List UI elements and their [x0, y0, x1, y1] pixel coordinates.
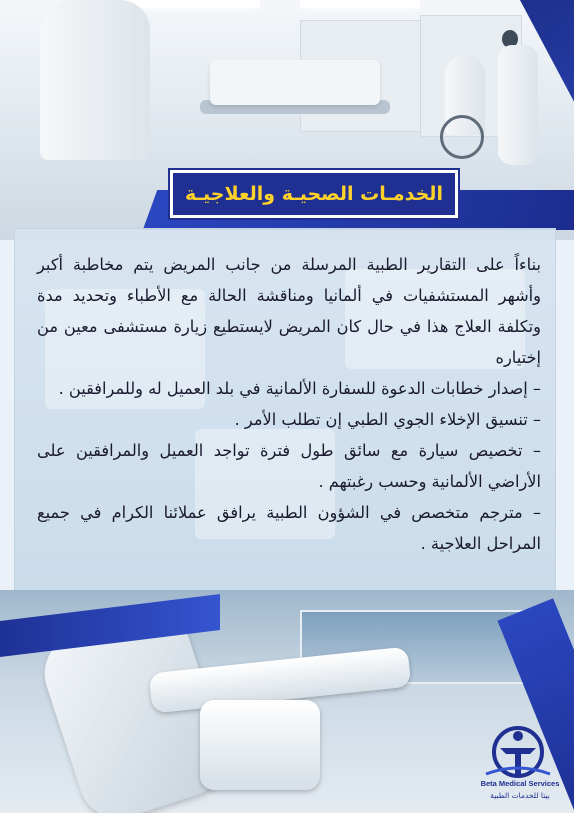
- content-panel: [14, 228, 556, 592]
- ceiling-light: [120, 0, 260, 8]
- wheelchair-wheel: [440, 115, 484, 159]
- page-title: الخدمـات الصحيـة والعلاجيـة: [185, 183, 443, 205]
- service-item: – تنسيق الإخلاء الجوي الطبي إن تطلب الأمر .: [234, 410, 541, 429]
- intro-paragraph: بناءاً على التقارير الطبية المرسلة من جانب المريض يتم مخاطبة أكبر وأشهر المستشفيات في ألمانيا ومناقشة الحالة مع الأطباء وتحديد مدة وتكلفة العلاج هذا في حال كان المريض لايستطيع زيارة مستشفى معين من إختياره: [37, 255, 541, 367]
- service-item: – مترجم متخصص في الشؤون الطبية يرافق عملائنا الكرام في جميع المراحل العلاجية .: [37, 503, 541, 553]
- logo-text-arabic: بيتا للخدمات الطبية: [490, 791, 550, 800]
- title-banner: [170, 170, 458, 218]
- ceiling-light: [300, 0, 420, 8]
- body-text: [37, 249, 541, 559]
- logo-text-english: Beta Medical Services: [480, 779, 560, 788]
- bed-sheet: [210, 60, 380, 105]
- nurse-figure: [40, 0, 150, 160]
- doctor-figure: [498, 45, 538, 165]
- service-item: – تخصيص سيارة مع سائق طول فترة تواجد العميل والمرافقين على الأراضي الألمانية وحسب رغبتهم .: [37, 441, 541, 491]
- service-item: – إصدار خطابات الدعوة للسفارة الألمانية في بلد العميل له وللمرافقين .: [58, 379, 541, 398]
- table-base: [200, 700, 320, 790]
